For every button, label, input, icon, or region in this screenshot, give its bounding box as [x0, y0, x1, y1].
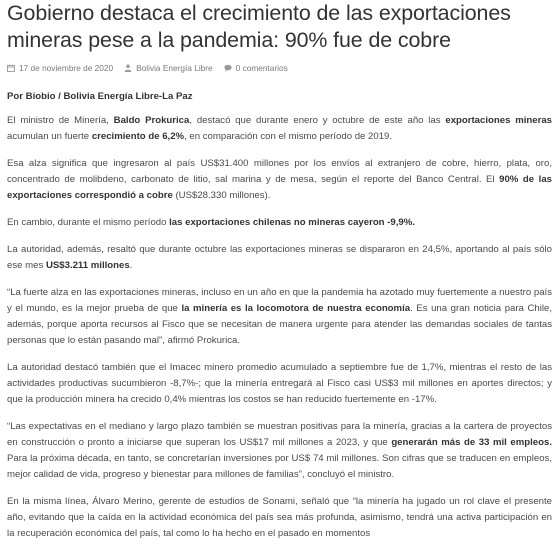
article-title: Gobierno destaca el crecimiento de las exportaciones mineras pese a la pandemia: 90% fue de cobre [7, 1, 511, 52]
article-paragraph [7, 494, 552, 542]
article-paragraph [7, 285, 552, 349]
article-paragraph [7, 242, 552, 274]
article-byline: Por Biobio / Bolivia Energía Libre-La Paz [7, 91, 193, 102]
paragraph-text: . [129, 260, 133, 271]
bold-text: generarán más de 33 mil empleos. [391, 437, 552, 448]
bold-text: exportaciones mineras [445, 115, 553, 126]
article-paragraph [7, 113, 552, 145]
article-paragraph [7, 156, 552, 204]
meta-author[interactable] [124, 63, 213, 73]
paragraph-text: , destacó que durante enero y octubre de este año las [189, 115, 446, 126]
paragraph-text: Esa alza significa que ingresaron al país US$31.400 millones por los envíos al extranjero de cobre, hierro, plata, oro, concentrado de molibdeno, carbonato de litio, sal marina y de mesa, según el reporte del Banco Central. El [7, 158, 552, 185]
user-icon [124, 64, 132, 72]
article-paragraph [7, 360, 552, 408]
article-paragraph [7, 215, 552, 231]
paragraph-text: La autoridad, además, resaltó que durante octubre las exportaciones mineras se dispararon en 24,5%, aportando al país sólo ese mes [7, 244, 552, 271]
paragraph-text: En la misma línea, Álvaro Merino, gerente de estudios de Sonami, señaló que “la minería ha jugado un rol clave el presente año, evitando que la caída en la actividad económica del país sea más profunda, asimismo, tendrá una activa participación en la recuperación económica del país, tal como lo ha hecho en el pasado en momentos [7, 496, 552, 539]
paragraph-text: (US$28.330 millones). [172, 190, 271, 201]
bold-text: Baldo Prokurica [113, 115, 190, 126]
paragraph-text: acumulan un fuerte [7, 131, 92, 142]
meta-date-text: 17 de noviembre de 2020 [19, 63, 114, 73]
meta-date [7, 63, 113, 73]
bold-text: US$3.211 millones [45, 260, 130, 271]
comment-icon [224, 64, 232, 72]
article-paragraph [7, 419, 552, 483]
article-meta [7, 63, 552, 73]
bold-text: la minería es la locomotora de nuestra economía [181, 303, 411, 314]
paragraph-text: “Las expectativas en el mediano y largo plazo también se muestran positivas para la minería, gracias a la cartera de proyectos en construcción o pronto a iniciarse que superan los US$17 mil millones a 2023, y que [7, 421, 552, 448]
paragraph-text: “La fuerte alza en las exportaciones mineras, incluso en un año en que la pandemia ha azotado muy fuertemente a nuestro país y el mundo, es la mejor prueba de que [7, 287, 552, 314]
meta-comments-text: 0 comentarios [235, 63, 288, 73]
calendar-icon [7, 64, 15, 72]
paragraph-text: El ministro de Minería, [7, 115, 114, 126]
paragraph-text: Para la próxima década, en tanto, se concretarían inversiones por US$ 74 mil millones. Son cifras que se traducen en empleos, mejor calidad de vida, progreso y bienestar para millones de familias”, concluyó el ministro. [7, 453, 552, 480]
paragraph-text: . Es una gran noticia para Chile, además, porque aporta recursos al Fisco que se necesitan de manera urgente para atender las demandas sociales de tantas personas que lo están pasando mal”, afirmó Prokurica. [7, 303, 552, 346]
paragraph-text: La autoridad destacó también que el Imacec minero promedio acumulado a septiembre fue de 1,7%, mientras el resto de las actividades productivas sucumbieron -8,7%-; que la minería entregará al Fisco casi US$3 mil millones en aportes directos; y que la producción minera ha crecido 0,4% mientras los costos se han reducido fuertemente en -17%. [7, 362, 552, 405]
article-body [7, 113, 552, 542]
meta-comments[interactable] [224, 63, 288, 73]
bold-text: crecimiento de 6,2% [91, 131, 185, 142]
bold-text: 90% de las exportaciones correspondió a cobre [7, 174, 552, 201]
meta-author-text: Bolivia Energía Libre [136, 63, 213, 73]
bold-text: las exportaciones chilenas no mineras cayeron -9,9%. [169, 217, 415, 228]
paragraph-text: En cambio, durante el mismo período [7, 217, 170, 228]
paragraph-text: , en comparación con el mismo período de 2019. [184, 131, 393, 142]
